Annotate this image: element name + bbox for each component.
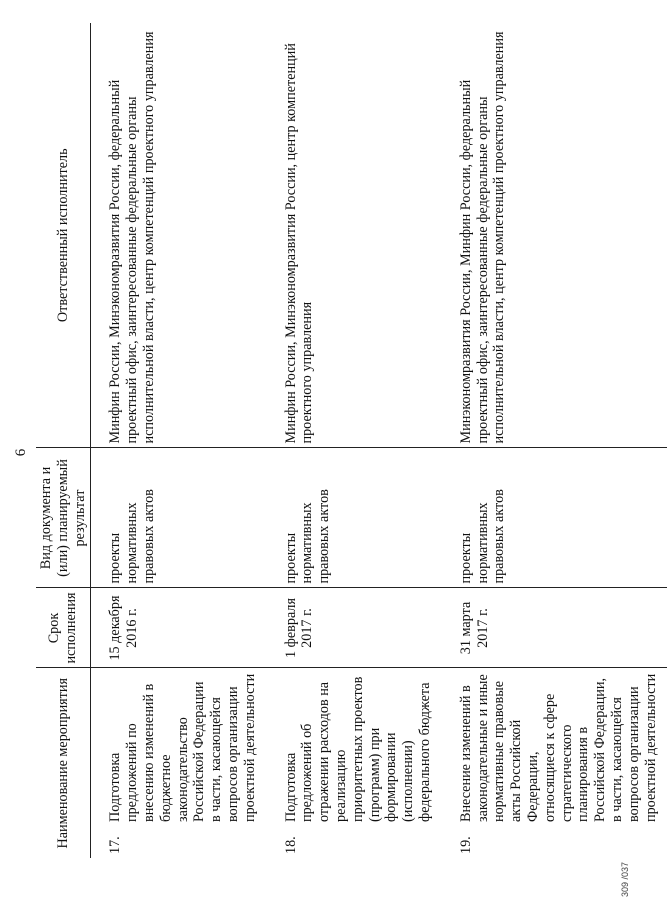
activities-table	[36, 23, 667, 858]
cell-activity	[442, 668, 667, 858]
activity-title: Подготовка предложений об отражении расходов на реализацию приоритетных проектов (программ) при формировании (исполнении) федерального бюджета	[282, 676, 433, 822]
header-document-type: Вид документа и (или) планируемый результат	[36, 448, 91, 588]
table-row	[91, 23, 267, 858]
header-deadline: Срок исполнения	[36, 588, 91, 668]
cell-document-type: проекты нормативных правовых актов	[91, 448, 267, 588]
row-number: 18.	[282, 836, 299, 854]
cell-deadline: 31 марта 2017 г.	[442, 588, 667, 668]
cell-executor: Минфин России, Минэкономразвития России, центр компетенций проектного управления	[267, 23, 442, 448]
header-responsible-executor: Ответственный исполнитель	[36, 23, 91, 448]
cell-document-type: проекты нормативных правовых актов	[442, 448, 667, 588]
table-row	[442, 23, 667, 858]
cell-activity	[267, 668, 442, 858]
cell-deadline: 15 декабря 2016 г.	[91, 588, 267, 668]
table-row	[267, 23, 442, 858]
page-number: 6	[13, 448, 29, 457]
cell-executor: Минфин России, Минэкономразвития России, федеральный проектный офис, заинтересованные федеральные органы исполнительной власти, центр компетенций проектного управления	[91, 23, 267, 448]
cell-activity	[91, 668, 267, 858]
activity-title: Внесение изменений в законодательные и иные нормативные правовые акты Российской Федерации, относящиеся к сфере стратегического планирования в Российской Федерации, в части, касающейся вопросов организации проектной деятельности	[457, 673, 659, 822]
cell-document-type: проекты нормативных правовых актов	[267, 448, 442, 588]
table-header-row	[36, 23, 91, 858]
document-code: 309 /037	[620, 861, 630, 897]
cell-executor: Минэкономразвития России, Минфин России, федеральный проектный офис, заинтересованные федеральные органы исполнительной власти, центр компетенций проектного управления	[442, 23, 667, 448]
row-number: 17.	[107, 836, 124, 854]
activity-title: Подготовка предложений по внесению изменений в бюджетное законодательство Российской Федерации в части, касающейся вопросов организации проектной деятельности	[107, 673, 258, 822]
cell-deadline: 1 февраля 2017 г.	[267, 588, 442, 668]
row-number: 19.	[457, 836, 474, 854]
header-activity-name: Наименование мероприятия	[36, 668, 91, 858]
